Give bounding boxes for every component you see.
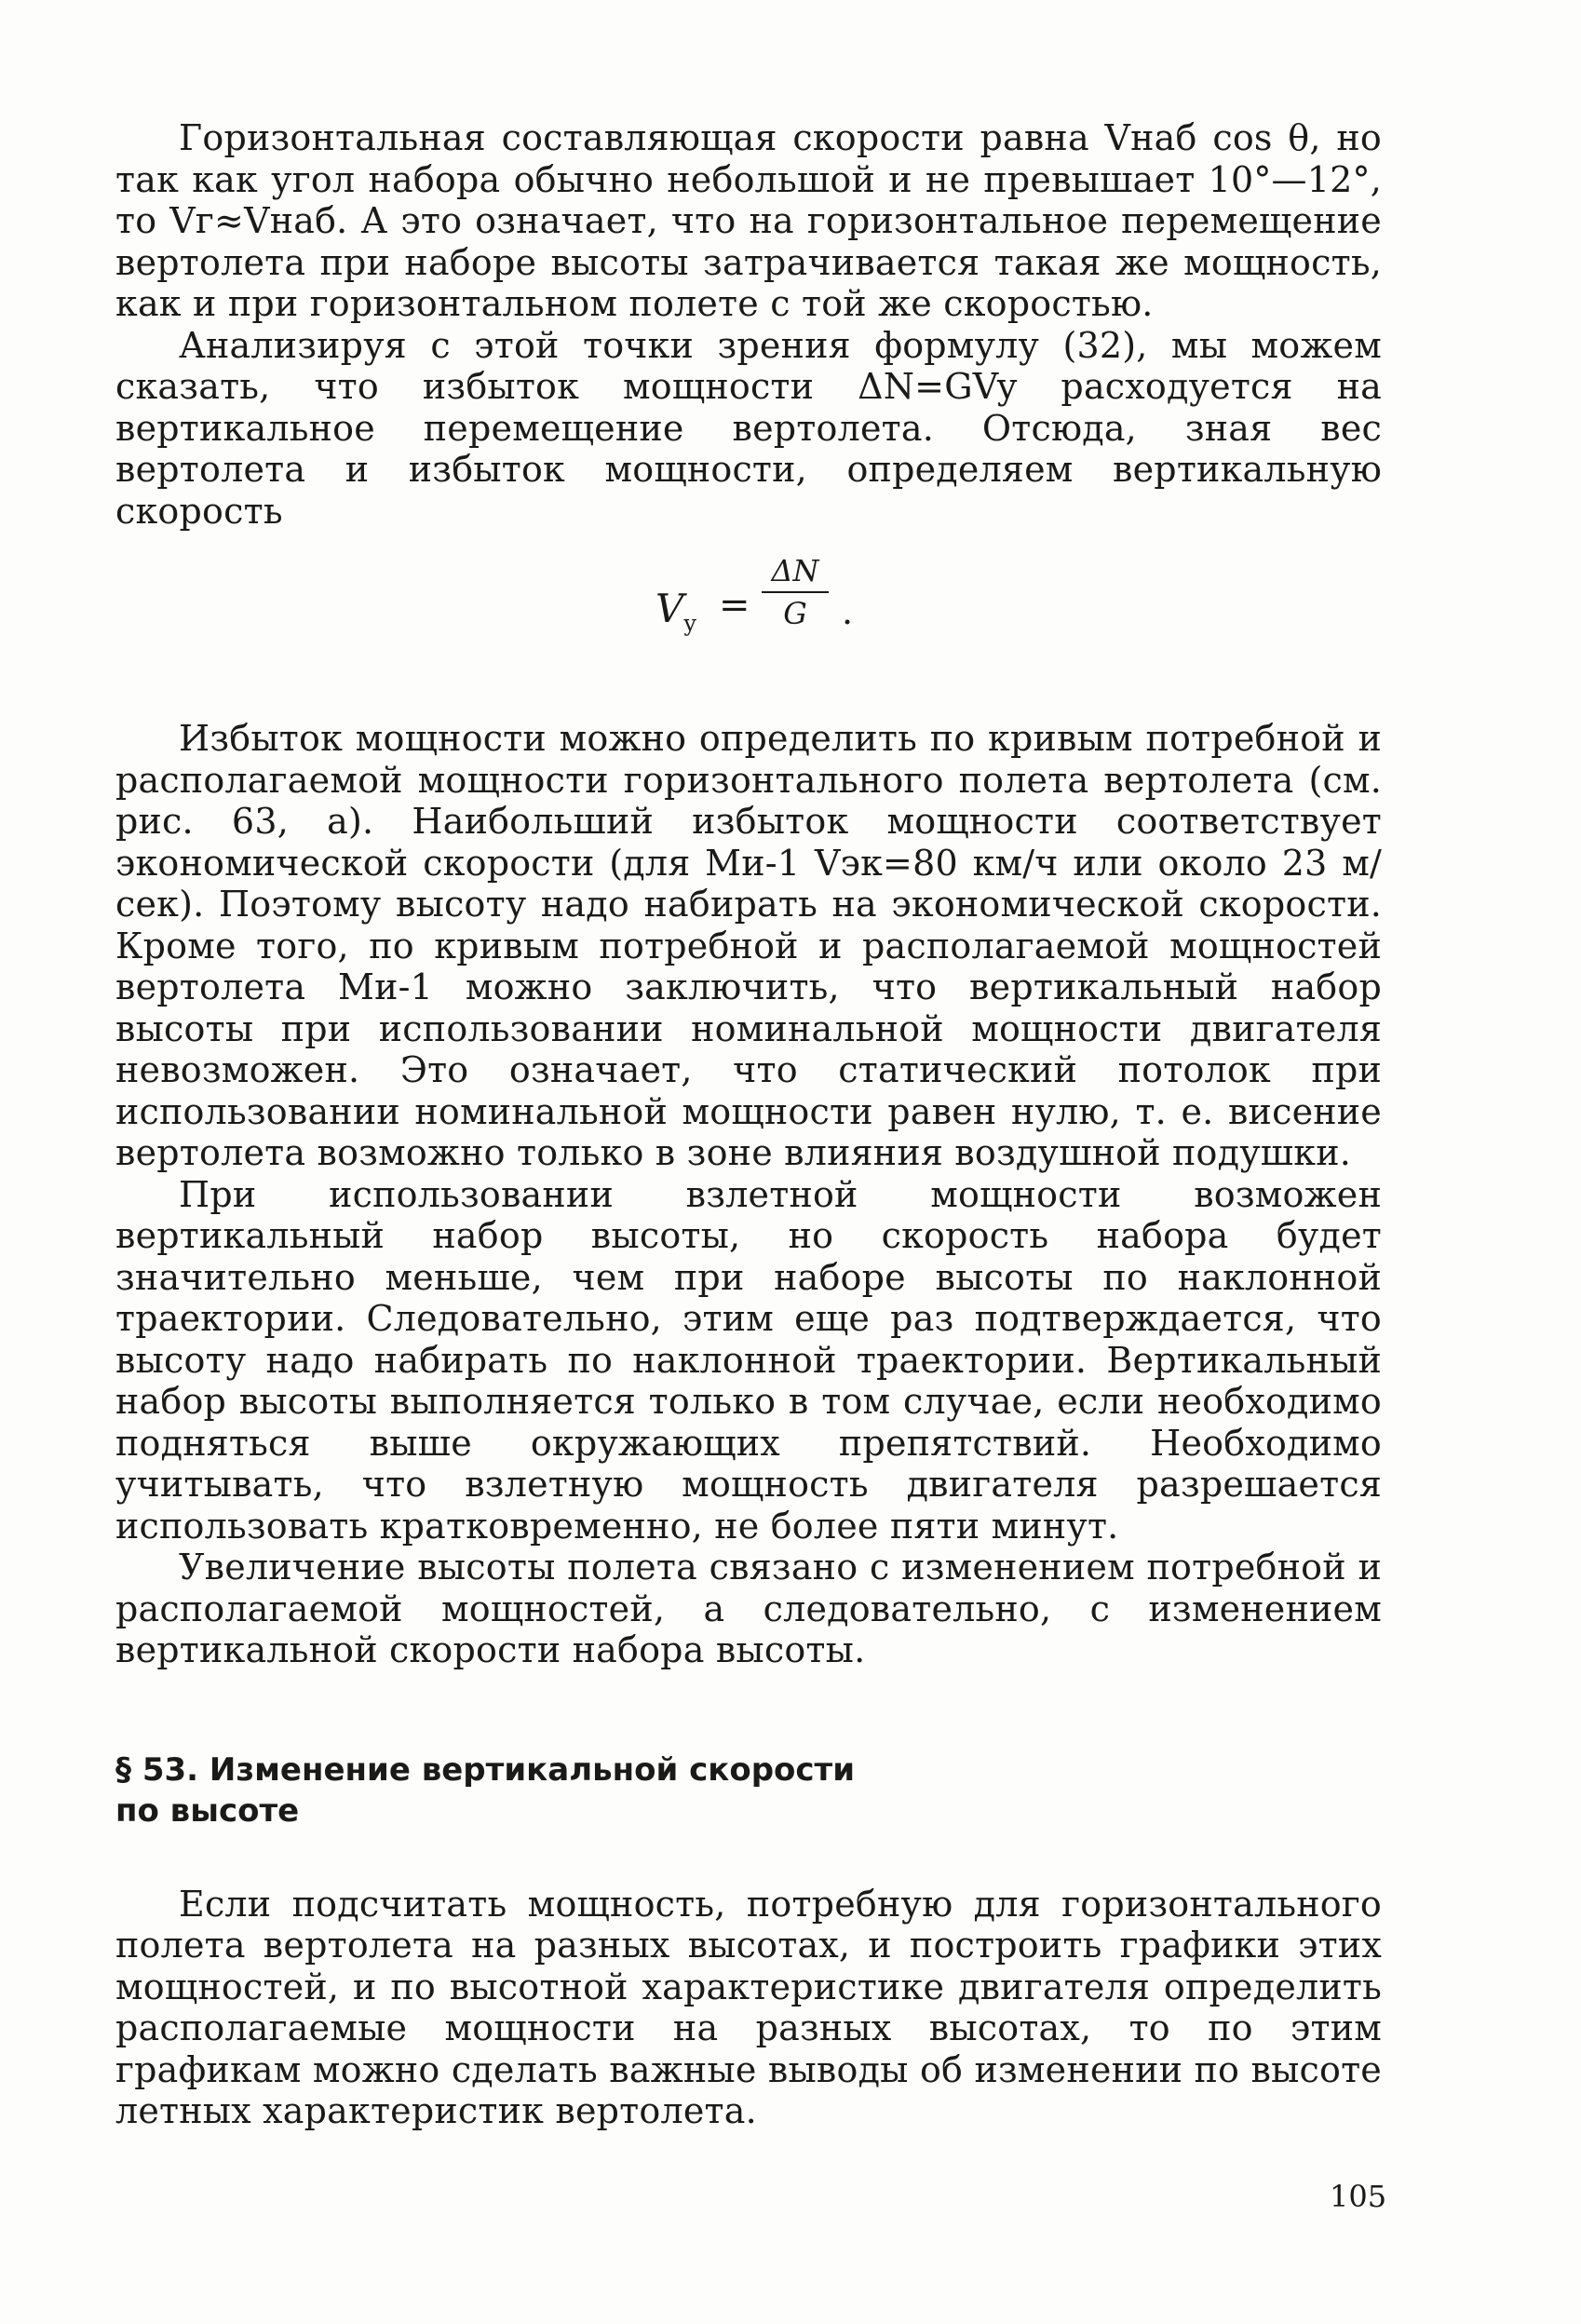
formula-end: . xyxy=(842,591,854,632)
formula-lhs: $V_y$ xyxy=(655,586,696,637)
formula-numerator: ΔN xyxy=(771,553,819,588)
formula-denominator: G xyxy=(783,596,807,631)
section-heading-line1: § 53. Изменение вертикальной скорости xyxy=(115,1750,856,1789)
formula-fraction xyxy=(758,552,832,632)
paragraph-horizontal-component: Горизонтальная составляющая скорости равна Vнаб cos θ, но так как угол набора обычно небольшой и не превышает 10°—12°, то Vг≈Vнаб. А это означает, что на горизонтальное перемещение вертолета при наборе высоты затрачивается такая же мощность, как и при горизонтальном полете с той же скоростью. xyxy=(115,117,1382,324)
paragraph-economic-speed: Избыток мощности можно определить по кривым потребной и располагаемой мощности горизонтального полета вертолета (см. рис. 63, а). Наибольший избыток мощности соответствует экономической скорости (для Ми-1 Vэк=80 км/ч или около 23 м/сек). Поэтому высоту надо набирать на экономической скорости. Кроме того, по кривым потребной и располагаемой мощностей вертолета Ми-1 можно заключить, что вертикальный набор высоты при использовании номинальной мощности двигателя невозможен. Это означает, что статический потолок при использовании номинальной мощности равен нулю, т. е. висение вертолета возможно только в зоне влияния воздушной подушки. xyxy=(115,718,1382,1173)
formula-lhs-subscript: y xyxy=(683,610,696,637)
paragraph-altitude-increase: Увеличение высоты полета связано с изменением потребной и располагаемой мощностей, а следовательно, с изменением вертикальной скорости набора высоты. xyxy=(115,1547,1382,1670)
vertical-speed-formula xyxy=(115,550,1382,690)
paragraph-power-excess: Анализируя с этой точки зрения формулу (32), мы можем сказать, что избыток мощности ΔN=GVy расходуется на вертикальное перемещение вертолета. Отсюда, зная вес вертолета и избыток мощности, определяем вертикальную скорость xyxy=(115,324,1382,532)
fraction-bar xyxy=(762,591,829,593)
paragraph-takeoff-power: При использовании взлетной мощности возможен вертикальный набор высоты, но скорость набора будет значительно меньше, чем при наборе высоты по наклонной траектории. Следовательно, этим еще раз подтверждается, что высоту надо набирать по наклонной траектории. Вертикальный набор высоты выполняется только в том случае, если необходимо подняться выше окружающих препятствий. Необходимо учитывать, что взлетную мощность двигателя разрешается использовать кратковременно, не более пяти минут. xyxy=(115,1173,1382,1547)
section-heading xyxy=(115,1750,953,1831)
page-number: 105 xyxy=(1330,2179,1387,2214)
text-column xyxy=(115,117,1382,2132)
section-heading-line2: по высоте xyxy=(115,1791,300,1830)
formula-equals: = xyxy=(719,584,750,627)
paragraph-altitude-graphs: Если подсчитать мощность, потребную для горизонтального полета вертолета на разных высотах, и построить графики этих мощностей, и по высотной характеристике двигателя определить располагаемые мощности на разных высотах, то по этим графикам можно сделать важные выводы об изменении по высоте летных характеристик вертолета. xyxy=(115,1883,1382,2131)
